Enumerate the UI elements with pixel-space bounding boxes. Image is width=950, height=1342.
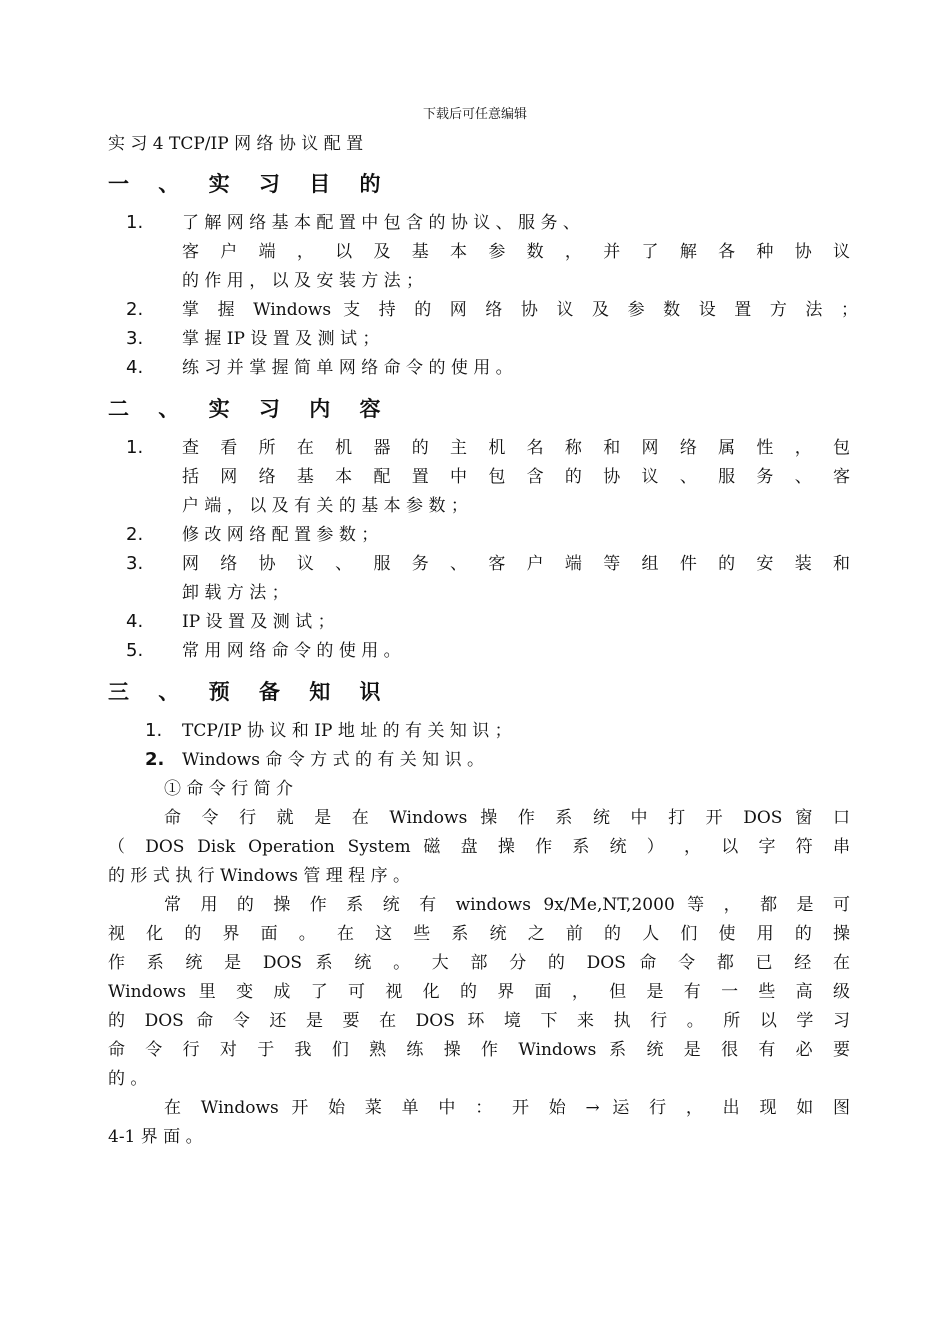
list-item-line: 的 作 用 ， 以 及 安 装 方 法 ； <box>182 271 424 291</box>
list-number: 2. <box>126 299 144 320</box>
paragraph-line: 常 用 的 操 作 系 统 有 windows 9x/Me,NT,2000 等 ， 都 是 可 <box>164 895 850 915</box>
section-heading-objectives: 一 、 实 习 目 的 <box>108 172 392 196</box>
paragraph-line: 作 系 统 是 DOS 系 统 。 大 部 分 的 DOS 命 令 都 已 经 在 <box>108 953 850 973</box>
list-item-line: 掌 握 Windows 支 持 的 网 络 协 议 及 参 数 设 置 方 法 ； <box>182 300 858 320</box>
section-heading-prerequisites: 三 、 预 备 知 识 <box>108 680 392 704</box>
list-item-line: 了 解 网 络 基 本 配 置 中 包 含 的 协 议 、 服 务 、 <box>182 213 580 233</box>
paragraph-line: 视 化 的 界 面 。 在 这 些 系 统 之 前 的 人 们 使 用 的 操 <box>108 924 850 944</box>
list-number: 4. <box>126 357 144 378</box>
paragraph-line: 的 。 <box>108 1069 148 1089</box>
list-item-line: 户 端 ， 以 及 有 关 的 基 本 参 数 ； <box>182 496 468 516</box>
list-number: 5. <box>126 640 144 661</box>
paragraph-line: 4-1 界 面 。 <box>108 1127 203 1147</box>
list-item-line: 括 网 络 基 本 配 置 中 包 含 的 协 议 、 服 务 、 客 <box>182 467 850 487</box>
list-number: 3. <box>126 553 144 574</box>
section-heading-content: 二 、 实 习 内 容 <box>108 397 392 421</box>
list-item-line: 常 用 网 络 命 令 的 使 用 。 <box>182 641 401 661</box>
list-number: 2. <box>145 749 165 770</box>
paragraph-line: 命 令 行 对 于 我 们 熟 练 操 作 Windows 系 统 是 很 有 必 要 <box>108 1040 850 1060</box>
header-note: 下载后可任意编辑 <box>422 107 527 122</box>
list-number: 1. <box>145 720 163 741</box>
list-item-line: 查 看 所 在 机 器 的 主 机 名 称 和 网 络 属 性 ， 包 <box>182 438 850 458</box>
list-item-line: 客 户 端 ， 以 及 基 本 参 数 ， 并 了 解 各 种 协 议 <box>182 242 850 262</box>
list-item-line: 网 络 协 议 、 服 务 、 客 户 端 等 组 件 的 安 装 和 <box>182 554 850 574</box>
paragraph-line: 的 DOS 命 令 还 是 要 在 DOS 环 境 下 来 执 行 。 所 以 学 习 <box>108 1011 850 1031</box>
paragraph-line: 在 Windows 开 始 菜 单 中 ： 开 始 → 运 行 ， 出 现 如 图 <box>164 1098 850 1118</box>
list-number: 4. <box>126 611 144 632</box>
list-item-line: 掌 握 IP 设 置 及 测 试 ； <box>182 329 380 349</box>
paragraph-line: 的 形 式 执 行 Windows 管 理 程 序 。 <box>108 866 410 886</box>
paragraph-line: （ DOS Disk Operation System 磁 盘 操 作 系 统 ） ， 以 字 符 串 <box>108 837 850 857</box>
list-item-line: 练 习 并 掌 握 简 单 网 络 命 令 的 使 用 。 <box>182 358 513 378</box>
subheading: ① 命 令 行 简 介 <box>164 779 294 799</box>
document-title: 实 习 4 TCP/IP 网 络 协 议 配 置 <box>108 134 364 154</box>
list-number: 1. <box>126 212 144 233</box>
list-item-line: 卸 载 方 法 ； <box>182 583 289 603</box>
list-item-line: 修 改 网 络 配 置 参 数 ； <box>182 525 379 545</box>
list-number: 1. <box>126 437 144 458</box>
list-item-line: IP 设 置 及 测 试 ； <box>182 612 335 632</box>
list-item-line: Windows 命 令 方 式 的 有 关 知 识 。 <box>182 750 484 770</box>
list-item-line: TCP/IP 协 议 和 IP 地 址 的 有 关 知 识 ； <box>182 721 512 741</box>
list-number: 2. <box>126 524 144 545</box>
paragraph-line: Windows 里 变 成 了 可 视 化 的 界 面 ， 但 是 有 一 些 高 级 <box>108 982 850 1002</box>
paragraph-line: 命 令 行 就 是 在 Windows 操 作 系 统 中 打 开 DOS 窗 口 <box>164 808 850 828</box>
list-number: 3. <box>126 328 144 349</box>
